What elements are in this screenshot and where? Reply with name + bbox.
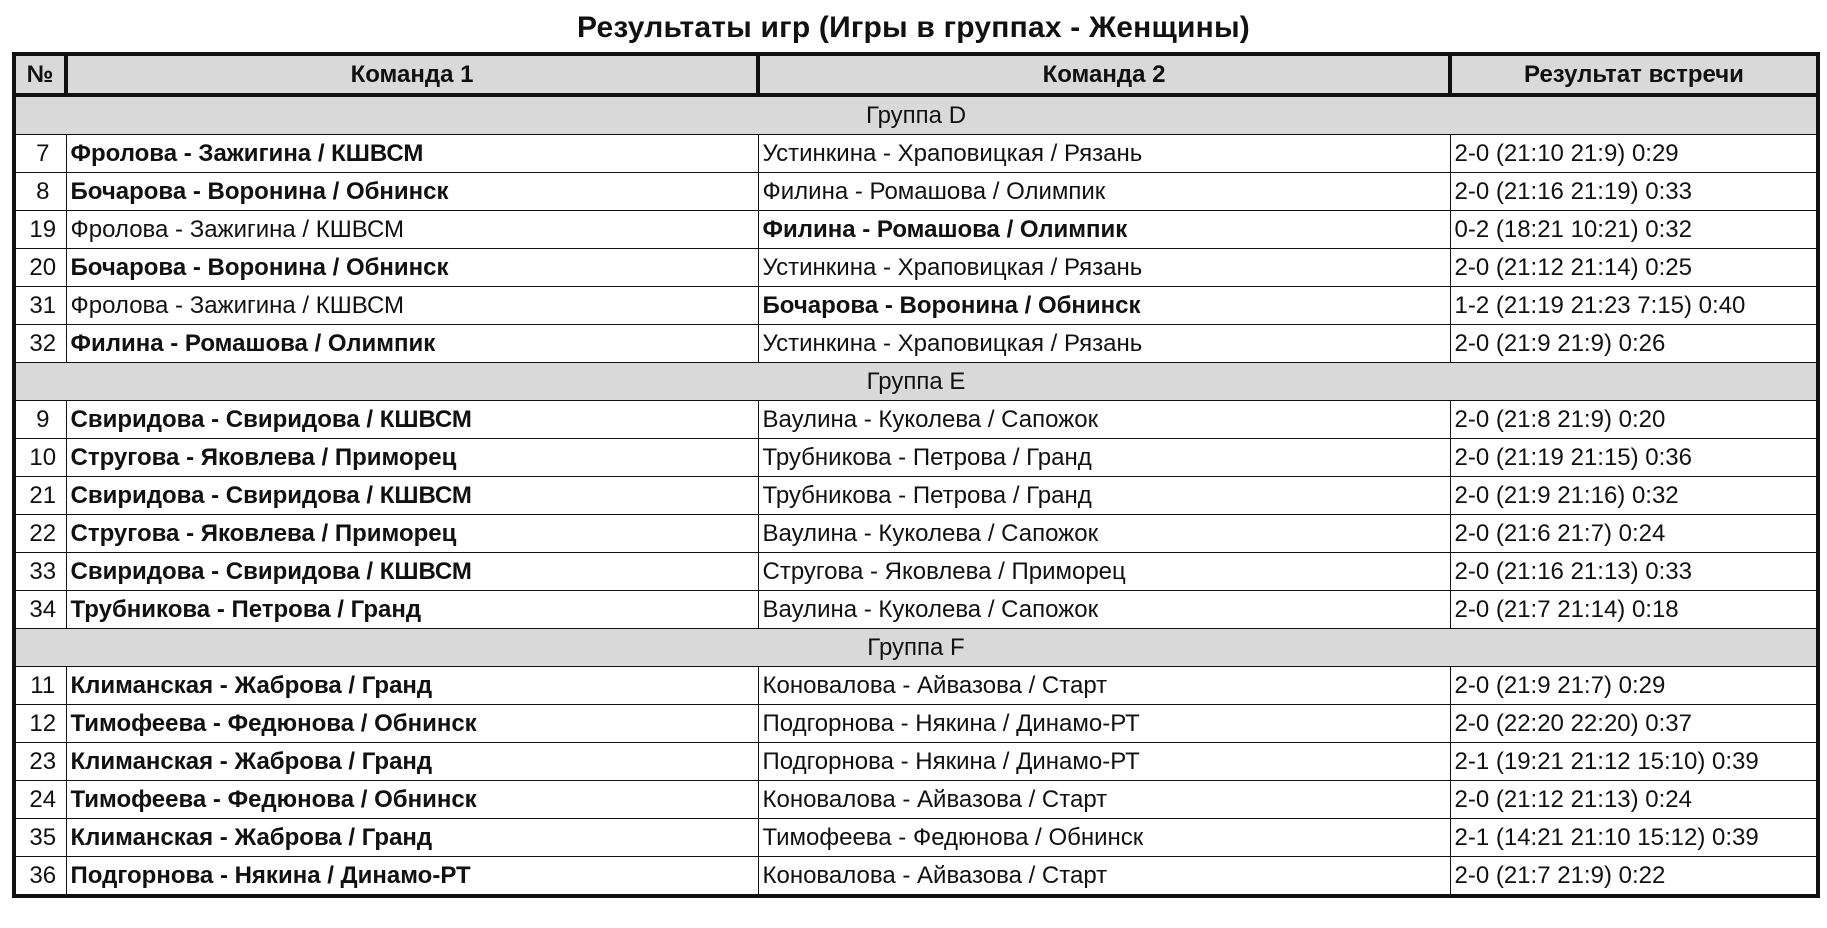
result-cell: 2-0 (21:8 21:9) 0:20 [1450,401,1818,439]
match-number: 31 [14,287,66,325]
team2-cell: Филина - Ромашова / Олимпик [758,211,1450,249]
table-row [14,135,1818,173]
group-header-row [14,95,1818,135]
table-row [14,439,1818,477]
team1-cell: Свиридова - Свиридова / КШВСМ [66,477,758,515]
team2-cell: Коновалова - Айвазова / Старт [758,667,1450,705]
team1-cell: Свиридова - Свиридова / КШВСМ [66,553,758,591]
table-row [14,173,1818,211]
result-cell: 2-1 (19:21 21:12 15:10) 0:39 [1450,743,1818,781]
result-cell: 2-0 (21:12 21:13) 0:24 [1450,781,1818,819]
match-number: 19 [14,211,66,249]
team1-cell: Тимофеева - Федюнова / Обнинск [66,781,758,819]
header-team1: Команда 1 [66,54,758,95]
result-cell: 2-0 (21:6 21:7) 0:24 [1450,515,1818,553]
group-title: Группа F [14,629,1818,667]
team1-cell: Тимофеева - Федюнова / Обнинск [66,705,758,743]
team2-cell: Коновалова - Айвазова / Старт [758,857,1450,897]
table-row [14,325,1818,363]
result-cell: 1-2 (21:19 21:23 7:15) 0:40 [1450,287,1818,325]
match-number: 12 [14,705,66,743]
table-row [14,515,1818,553]
match-number: 7 [14,135,66,173]
results-table [12,52,1820,898]
team2-cell: Устинкина - Храповицкая / Рязань [758,135,1450,173]
match-number: 24 [14,781,66,819]
team1-cell: Бочарова - Воронина / Обнинск [66,173,758,211]
result-cell: 2-0 (21:9 21:9) 0:26 [1450,325,1818,363]
team1-cell: Бочарова - Воронина / Обнинск [66,249,758,287]
match-number: 11 [14,667,66,705]
team2-cell: Устинкина - Храповицкая / Рязань [758,325,1450,363]
table-row [14,781,1818,819]
team2-cell: Трубникова - Петрова / Гранд [758,439,1450,477]
team2-cell: Бочарова - Воронина / Обнинск [758,287,1450,325]
result-cell: 0-2 (18:21 10:21) 0:32 [1450,211,1818,249]
group-title: Группа D [14,95,1818,135]
result-cell: 2-0 (22:20 22:20) 0:37 [1450,705,1818,743]
team2-cell: Ваулина - Куколева / Сапожок [758,515,1450,553]
team1-cell: Климанская - Жаброва / Гранд [66,819,758,857]
table-header-row [14,54,1818,95]
table-row [14,667,1818,705]
match-number: 8 [14,173,66,211]
team1-cell: Климанская - Жаброва / Гранд [66,667,758,705]
table-row [14,591,1818,629]
team1-cell: Стругова - Яковлева / Приморец [66,439,758,477]
match-number: 20 [14,249,66,287]
team1-cell: Фролова - Зажигина / КШВСМ [66,287,758,325]
group-header-row [14,363,1818,401]
match-number: 34 [14,591,66,629]
match-number: 21 [14,477,66,515]
result-cell: 2-0 (21:12 21:14) 0:25 [1450,249,1818,287]
header-num: № [14,54,66,95]
header-team2: Команда 2 [758,54,1450,95]
result-cell: 2-1 (14:21 21:10 15:12) 0:39 [1450,819,1818,857]
result-cell: 2-0 (21:10 21:9) 0:29 [1450,135,1818,173]
table-row [14,249,1818,287]
team1-cell: Трубникова - Петрова / Гранд [66,591,758,629]
result-cell: 2-0 (21:7 21:9) 0:22 [1450,857,1818,897]
team2-cell: Филина - Ромашова / Олимпик [758,173,1450,211]
team2-cell: Подгорнова - Някина / Динамо-РТ [758,743,1450,781]
team2-cell: Трубникова - Петрова / Гранд [758,477,1450,515]
page-title: Результаты игр (Игры в группах - Женщины) [577,11,1250,44]
match-number: 36 [14,857,66,897]
match-number: 33 [14,553,66,591]
header-result: Результат встречи [1450,54,1818,95]
result-cell: 2-0 (21:9 21:7) 0:29 [1450,667,1818,705]
table-row [14,705,1818,743]
team2-cell: Коновалова - Айвазова / Старт [758,781,1450,819]
team2-cell: Ваулина - Куколева / Сапожок [758,591,1450,629]
table-row [14,401,1818,439]
table-row [14,553,1818,591]
team1-cell: Свиридова - Свиридова / КШВСМ [66,401,758,439]
match-number: 9 [14,401,66,439]
team2-cell: Ваулина - Куколева / Сапожок [758,401,1450,439]
team2-cell: Устинкина - Храповицкая / Рязань [758,249,1450,287]
team1-cell: Филина - Ромашова / Олимпик [66,325,758,363]
team1-cell: Климанская - Жаброва / Гранд [66,743,758,781]
result-cell: 2-0 (21:16 21:19) 0:33 [1450,173,1818,211]
match-number: 23 [14,743,66,781]
result-cell: 2-0 (21:7 21:14) 0:18 [1450,591,1818,629]
team1-cell: Стругова - Яковлева / Приморец [66,515,758,553]
team2-cell: Стругова - Яковлева / Приморец [758,553,1450,591]
group-title: Группа E [14,363,1818,401]
team1-cell: Подгорнова - Някина / Динамо-РТ [66,857,758,897]
results-body [14,95,1818,896]
table-row [14,287,1818,325]
table-row [14,477,1818,515]
match-number: 22 [14,515,66,553]
result-cell: 2-0 (21:19 21:15) 0:36 [1450,439,1818,477]
team1-cell: Фролова - Зажигина / КШВСМ [66,135,758,173]
table-row [14,819,1818,857]
result-cell: 2-0 (21:9 21:16) 0:32 [1450,477,1818,515]
team2-cell: Тимофеева - Федюнова / Обнинск [758,819,1450,857]
team1-cell: Фролова - Зажигина / КШВСМ [66,211,758,249]
match-number: 35 [14,819,66,857]
result-cell: 2-0 (21:16 21:13) 0:33 [1450,553,1818,591]
group-header-row [14,629,1818,667]
match-number: 32 [14,325,66,363]
table-row [14,857,1818,897]
table-row [14,211,1818,249]
table-row [14,743,1818,781]
team2-cell: Подгорнова - Някина / Динамо-РТ [758,705,1450,743]
match-number: 10 [14,439,66,477]
